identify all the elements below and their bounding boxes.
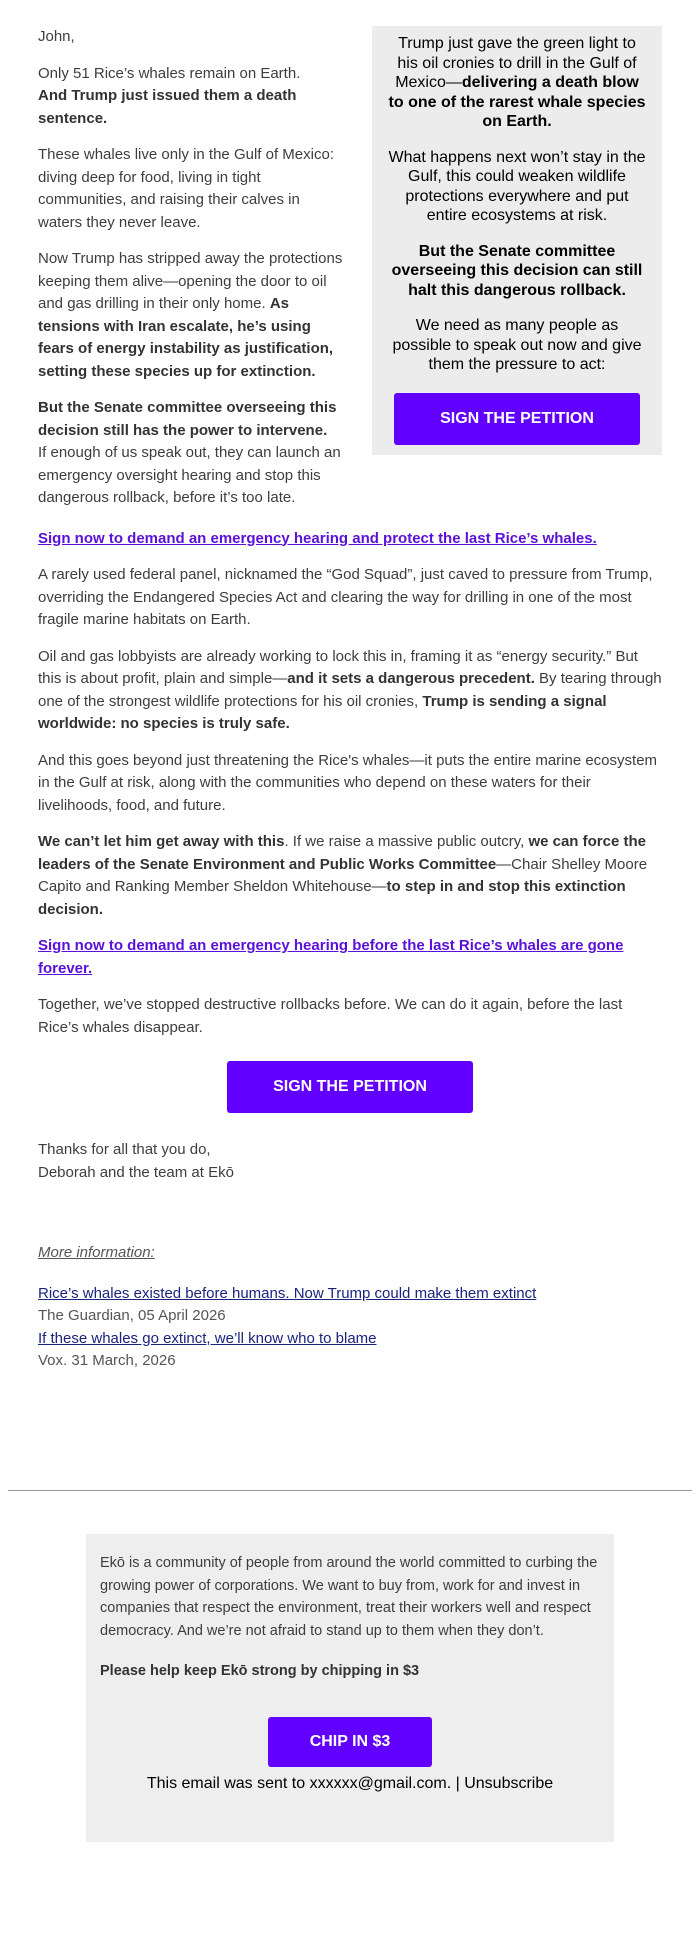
footer-sent-note (100, 1773, 600, 1796)
habitat-paragraph: These whales live only in the Gulf of Mexico: diving deep for food, living in tight communities, and raising their calves in waters they never leave. (38, 146, 334, 231)
lobbyists-bold-1: and it sets a dangerous precedent. (287, 670, 535, 687)
more-information-label: More information: (38, 1244, 155, 1261)
reference-item (38, 1283, 662, 1328)
sidebar-sign-petition-button[interactable]: SIGN THE PETITION (394, 393, 640, 445)
lobbyists-bold-2: Trump is sending a signal worldwide: no species is truly safe. (38, 692, 607, 732)
sidebar-p1-text: Trump just gave the green light to his oil cronies to drill in the Gulf of Mexico— (395, 35, 637, 91)
sidebar-paragraph-3 (388, 242, 646, 301)
cta-link-paragraph-1 (38, 528, 662, 551)
sent-to-text: This email was sent to xxxxxx@gmail.com. | (146, 1774, 460, 1792)
reference-source-vox: Vox. 31 March, 2026 (38, 1352, 176, 1369)
sidebar-p1-bold: delivering a death blow to one of the rarest whale species on Earth. (388, 74, 646, 130)
lobbyists-text-2: By tearing through one of the strongest wildlife protections for his oil cronies, (38, 670, 662, 710)
signoff-line-2: Deborah and the team at Ekō (38, 1163, 234, 1181)
senate-bold: But the Senate committee overseeing this decision still has the power to intervene. (38, 399, 337, 439)
outcry-text-1: . If we raise a massive public outcry, (284, 833, 525, 850)
outcry-bold-3: to step in and stop this extinction decision. (38, 878, 626, 918)
sidebar-paragraph-1 (388, 34, 646, 132)
petition-sidebar (372, 26, 662, 455)
unsubscribe-link[interactable]: Unsubscribe (464, 1774, 554, 1792)
outcry-paragraph (38, 831, 662, 921)
lobbyists-paragraph (38, 646, 662, 736)
lobbyists-text-1: Oil and gas lobbyists are already working to lock this in, framing it as “energy security.” But this is about profit, plain and simple— (38, 647, 638, 687)
reference-link-vox[interactable]: If these whales go extinct, we’ll know who to blame (38, 1329, 377, 1347)
senate-text: If enough of us speak out, they can launch an emergency oversight hearing and stop this dangerous rollback, before it’s too late. (38, 444, 341, 506)
intro-text: Only 51 Rice’s whales remain on Earth. (38, 64, 301, 82)
reference-item (38, 1328, 662, 1373)
greeting: John, (38, 28, 75, 45)
signoff-line-1: Thanks for all that you do, (38, 1141, 211, 1158)
sidebar-p3-bold: But the Senate committee overseeing this decision can still halt this dangerous rollback. (391, 242, 643, 299)
main-cta-wrapper (38, 1061, 662, 1113)
stripped-bold: As tensions with Iran escalate, he’s using fears of energy instability as justification, setting these species up for extinction. (38, 295, 334, 380)
outcry-bold-1: We can’t let him get away with this (38, 833, 285, 850)
stripped-text: Now Trump has stripped away the protections keeping them alive—opening the door to oil and gas drilling in their only home. (38, 250, 343, 312)
reference-source-guardian: The Guardian, 05 April 2026 (38, 1307, 226, 1324)
footer-about: Ekō is a community of people from around the world committed to curbing the growing power of corporations. We want to buy from, work for and invest in companies that respect the environment, treat their workers well and respect democracy. And we’re not afraid to stand up to them when they don’t. (100, 1555, 598, 1639)
signoff (38, 1139, 662, 1184)
sidebar-paragraph-4: We need as many people as possible to speak out now and give them the pressure to act: (392, 317, 642, 373)
together-paragraph: Together, we’ve stopped destructive rollbacks before. We can do it again, before the last Rice’s whales disappear. (38, 996, 623, 1036)
footer-cta-wrapper (100, 1717, 600, 1767)
outcry-text-2: —Chair Shelley Moore Capito and Ranking Member Sheldon Whitehouse— (38, 855, 648, 895)
cta-link-paragraph-2 (38, 935, 662, 980)
more-information (38, 1242, 662, 1373)
outcry-bold-2: we can force the leaders of the Senate Environment and Public Works Committee (38, 833, 646, 873)
intro-bold: And Trump just issued them a death sentence. (38, 87, 297, 127)
reference-link-guardian[interactable]: Rice’s whales existed before humans. Now Trump could make them extinct (38, 1284, 537, 1302)
footer-divider (8, 1490, 692, 1491)
god-squad-paragraph: A rarely used federal panel, nicknamed the “God Squad”, just caved to pressure from Trump, overriding the Endangered Species Act and clearing the way for drilling in one of the most fragile marine habitats on Earth. (38, 566, 653, 628)
footer-panel (86, 1534, 614, 1842)
sign-now-link-2[interactable]: Sign now to demand an emergency hearing before the last Rice’s whales are gone forever. (38, 937, 624, 977)
sign-now-link-1[interactable]: Sign now to demand an emergency hearing and protect the last Rice’s whales. (38, 529, 597, 547)
ecosystem-paragraph: And this goes beyond just threatening the Rice's whales—it puts the entire marine ecosystem in the Gulf at risk, along with the communities who depend on these waters for their livelihoods, food, and future. (38, 751, 658, 814)
sidebar-paragraph-2: What happens next won’t stay in the Gulf, this could weaken wildlife protections everywhere and put entire ecosystems at risk. (388, 148, 646, 224)
footer-chip-text: Please help keep Ekō strong by chipping in $3 (100, 1663, 420, 1679)
sign-petition-button[interactable]: SIGN THE PETITION (227, 1061, 473, 1113)
chip-in-button[interactable]: CHIP IN $3 (268, 1717, 432, 1767)
